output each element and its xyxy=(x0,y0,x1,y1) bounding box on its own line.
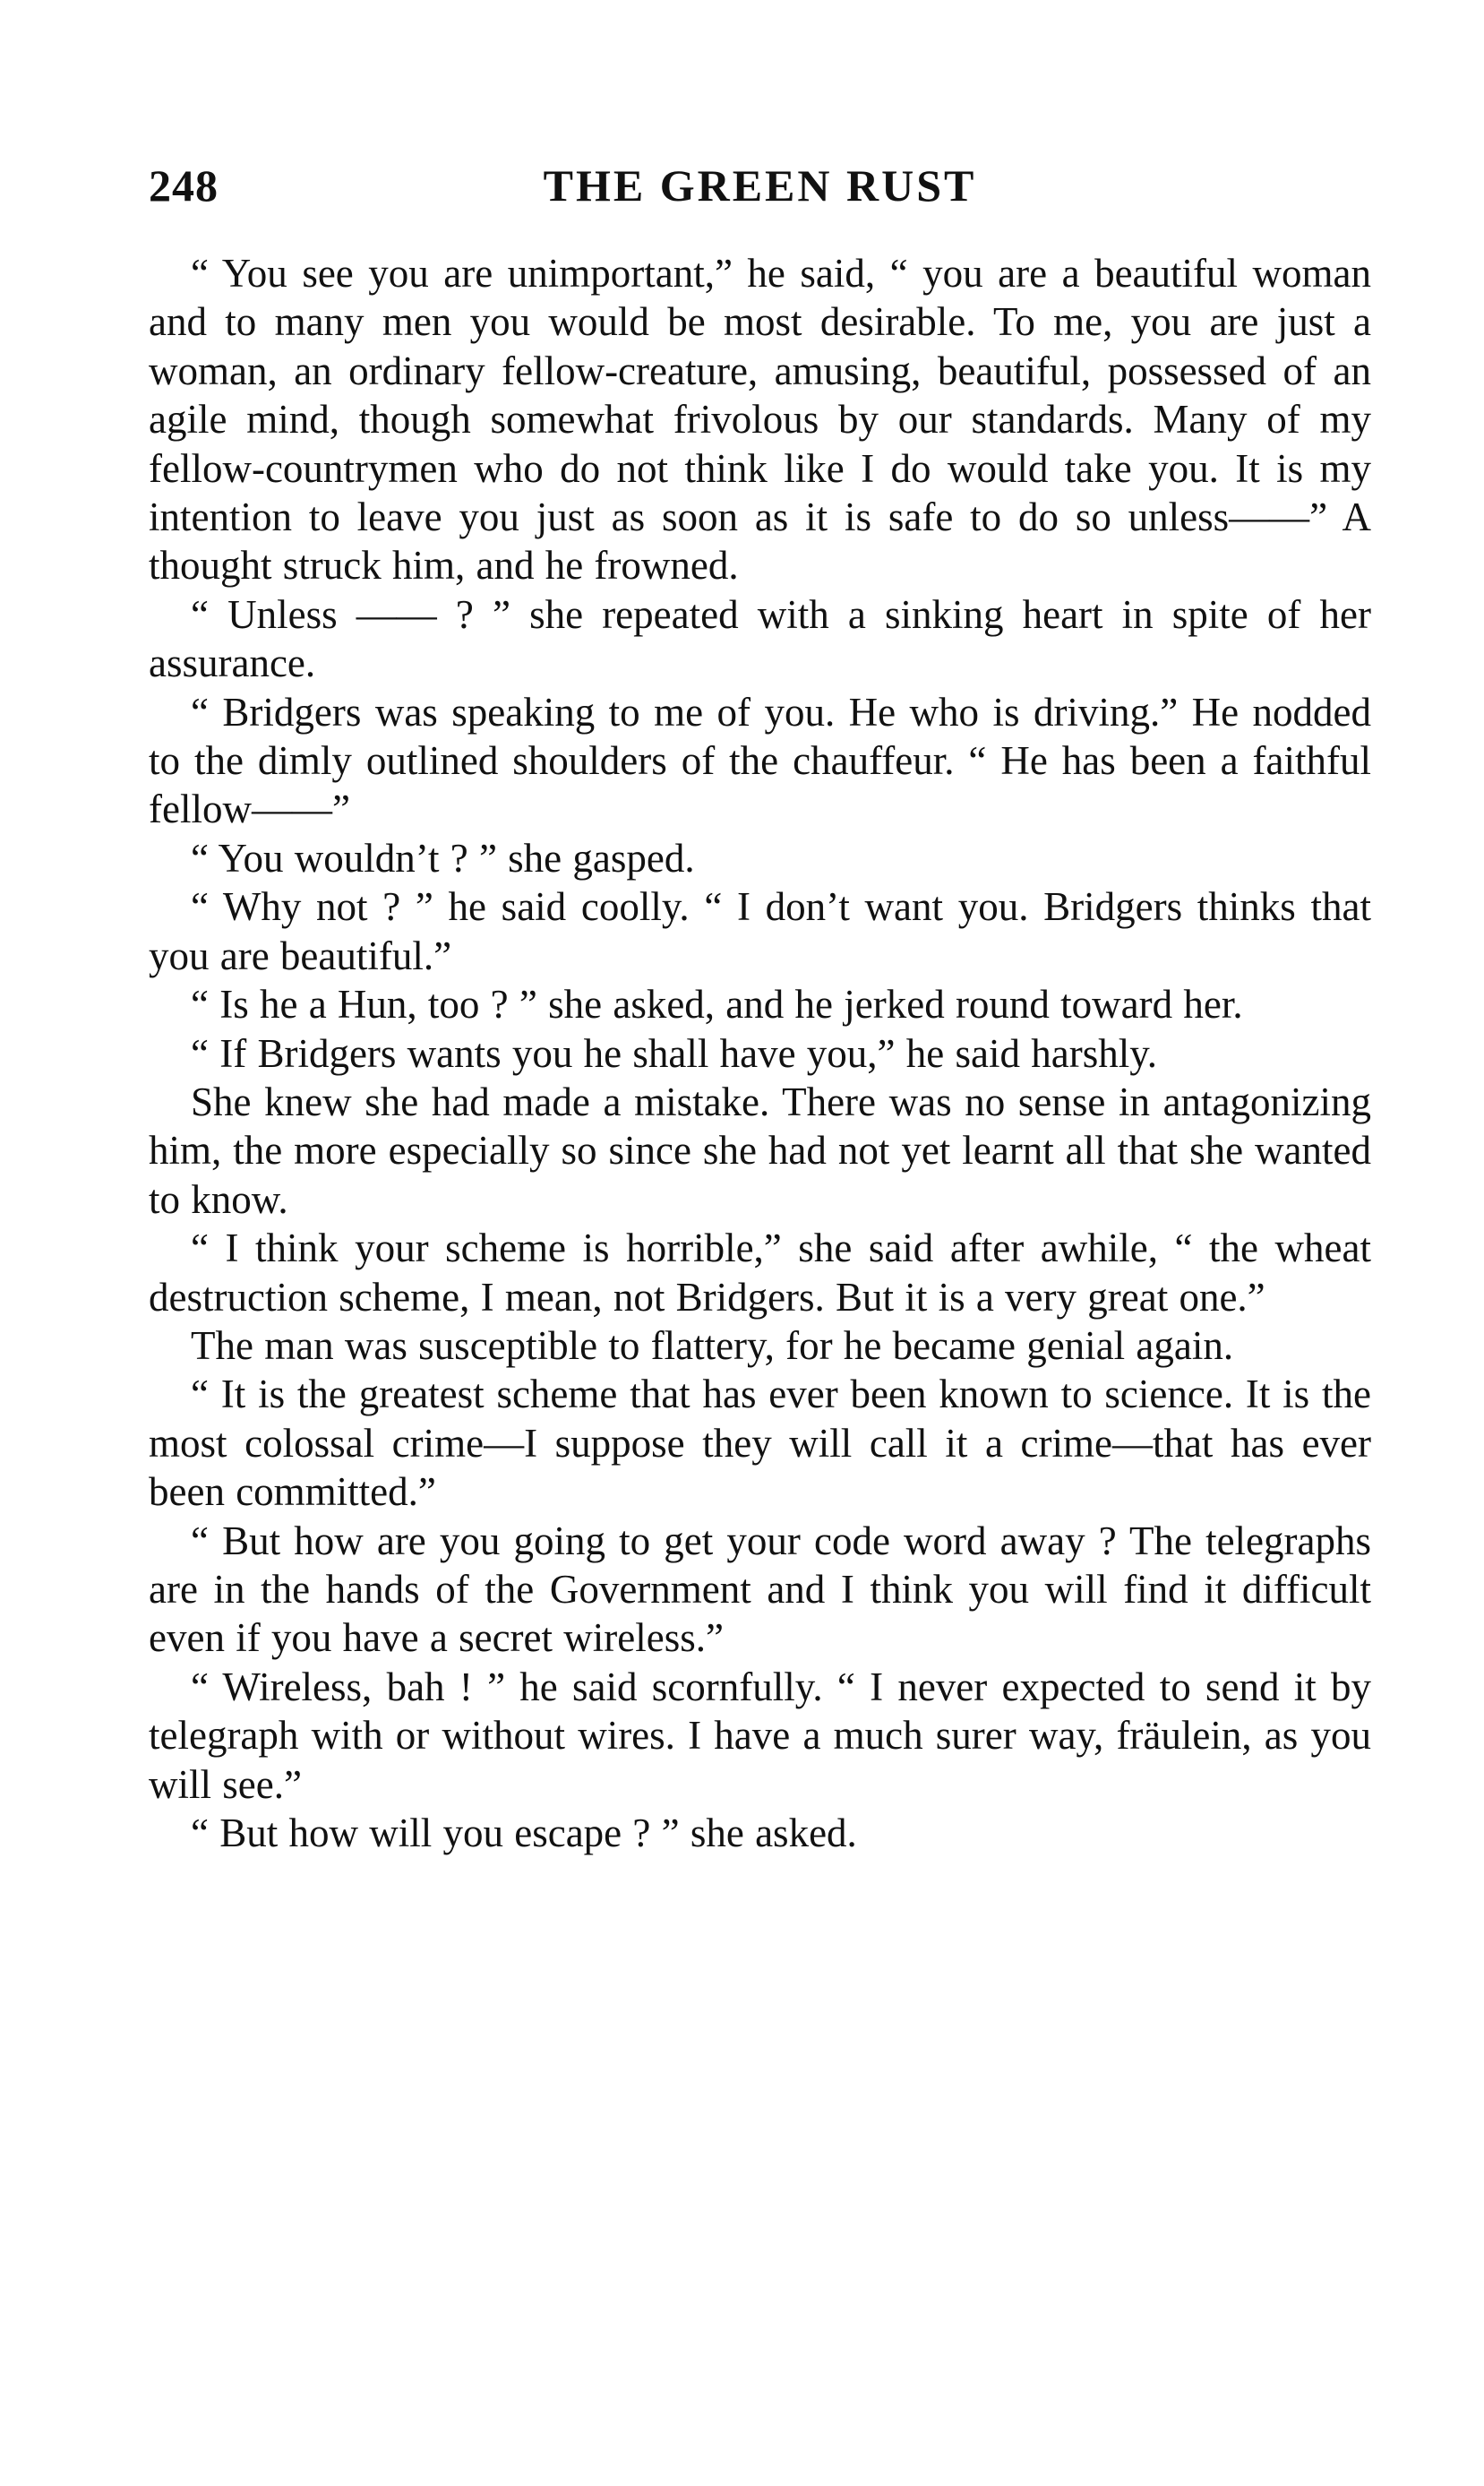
paragraph: “ But how will you escape ? ” she asked. xyxy=(191,1811,857,1855)
body-text xyxy=(149,249,1371,1857)
paragraph: “ Is he a Hun, too ? ” she asked, and he jerked round toward her. xyxy=(191,982,1243,1028)
paragraph: “ You see you are unimportant,” he said, “ you are a beautiful woman and to many men you would be most desirable. To me, you are just a woman, an ordinary fellow-creature, amusing, beautiful, possessed of an agile mind, though somewhat frivolous by our standards. Many of my fellow-countrymen who do not think like I do would take you. It is my intention to leave you just as soon as it is safe to do so unless——” A thought struck him, and he frowned. xyxy=(149,251,1371,589)
book-page xyxy=(149,152,1371,1857)
paragraph: “ Unless —— ? ” she repeated with a sinking heart in spite of her assurance. xyxy=(149,591,1371,686)
paragraph: “ Bridgers was speaking to me of you. He who is driving.” He nodded to the dimly outlined shoulders of the chauffeur. “ He has been a faithful fellow——” xyxy=(149,689,1371,832)
paragraph: She knew she had made a mistake. There was no sense in antagonizing him, the more especially so since she had not yet learnt all that she wanted to know. xyxy=(149,1079,1371,1222)
paragraph: “ It is the greatest scheme that has ever been known to science. It is the most colossal crime—I suppose they will call it a crime—that has ever been committed.” xyxy=(149,1372,1371,1515)
running-header xyxy=(149,152,1371,224)
paragraph: “ Why not ? ” he said coolly. “ I don’t want you. Bridgers thinks that you are beautiful.” xyxy=(149,884,1371,978)
paragraph: The man was susceptible to flattery, for he became genial again. xyxy=(191,1322,1234,1368)
page-number: 248 xyxy=(149,160,219,211)
book-title: THE GREEN RUST xyxy=(543,160,977,211)
paragraph: “ Wireless, bah ! ” he said scornfully. “ I never expected to send it by telegraph with or without wires. I have a much surer way, fräulein, as you will see.” xyxy=(149,1664,1371,1807)
paragraph: “ But how are you going to get your code word away ? The telegraphs are in the hands of the Government and I think you will find it difficult even if you have a secret wireless.” xyxy=(149,1518,1371,1661)
paragraph: “ If Bridgers wants you he shall have you,” he said harshly. xyxy=(191,1030,1158,1076)
paragraph: “ You wouldn’t ? ” she gasped. xyxy=(191,835,695,881)
paragraph: “ I think your scheme is horrible,” she said after awhile, “ the wheat destruction scheme, I mean, not Bridgers. But it is a very great one.” xyxy=(149,1226,1371,1320)
